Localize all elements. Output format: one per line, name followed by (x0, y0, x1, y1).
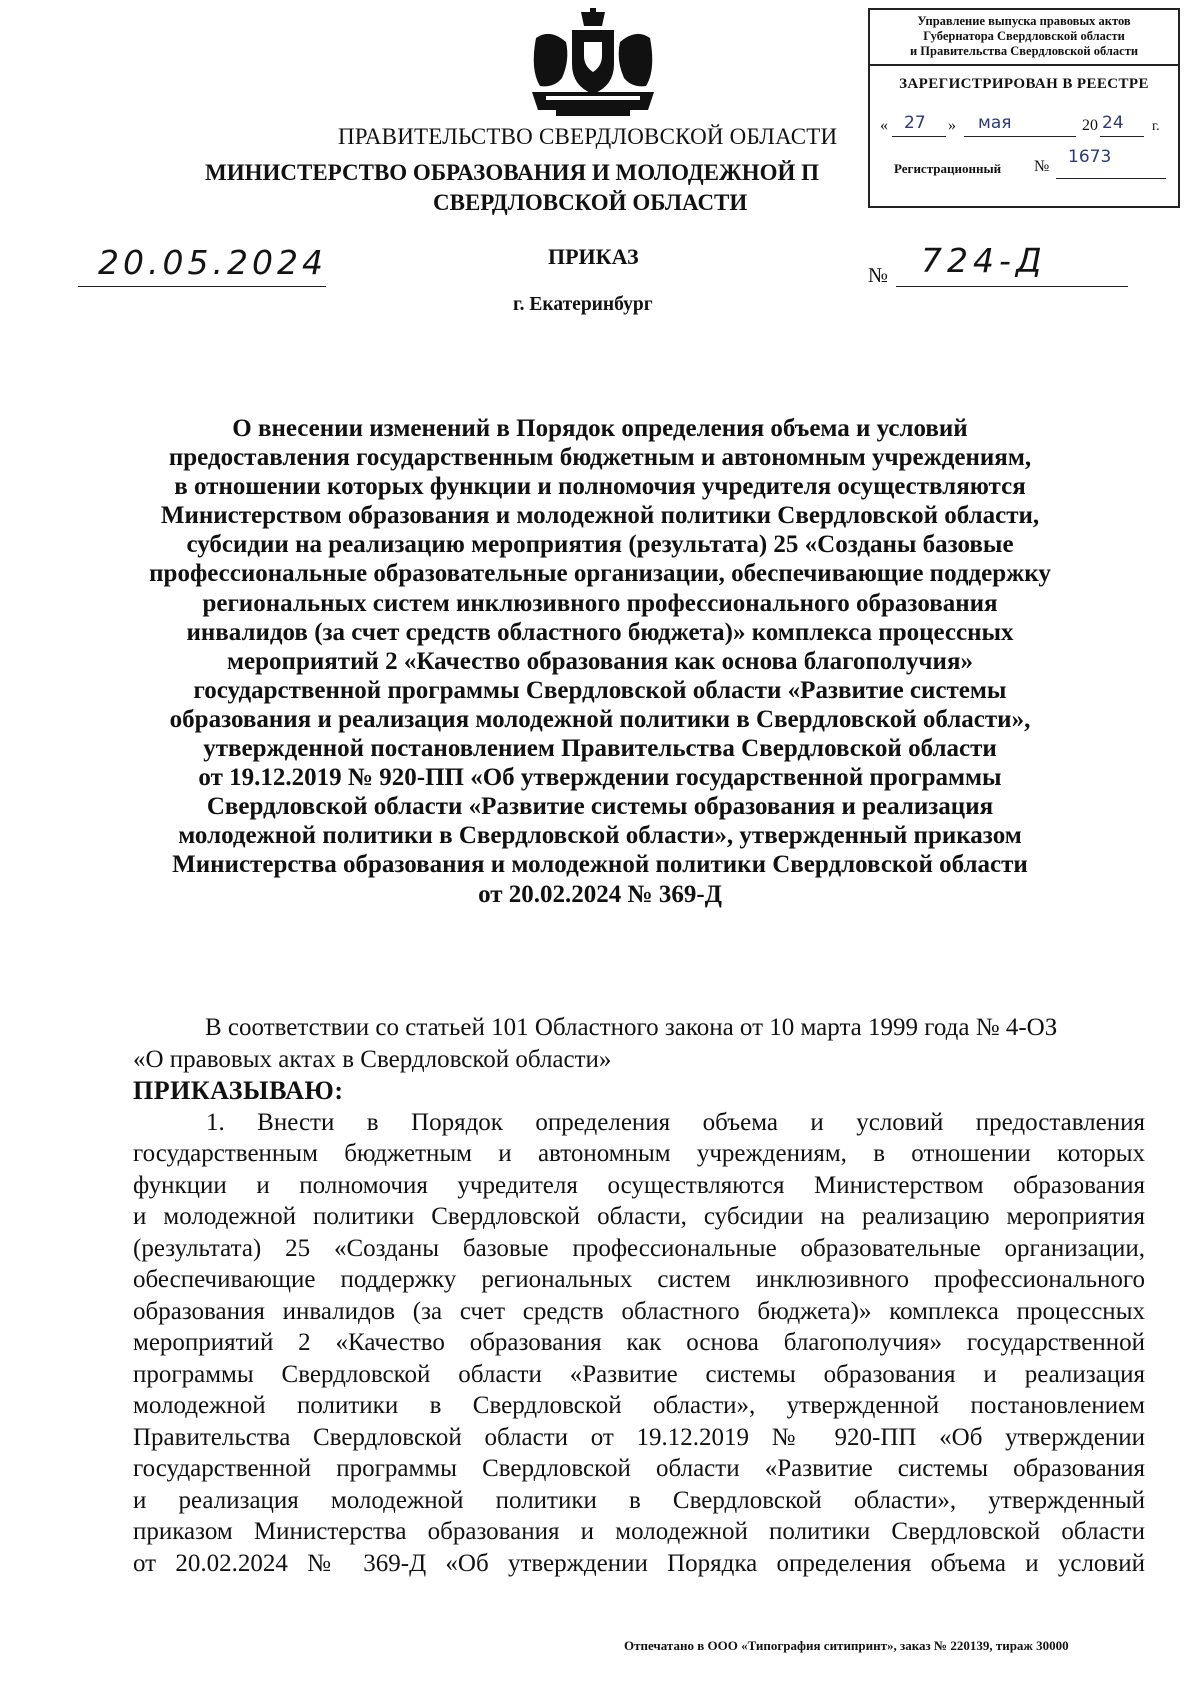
stamp-header (870, 10, 1178, 66)
title-line: субсидии на реализацию мероприятия (результата) 25 «Созданы базовые (186, 531, 1014, 559)
handwritten-date: 20.05.2024 (98, 243, 327, 282)
title-line: Свердловской области «Развитие системы образования и реализация (206, 793, 994, 821)
stamp-header-line: и Правительства Свердловской области (909, 44, 1139, 58)
ministry-name-line1: МИНИСТЕРСТВО ОБРАЗОВАНИЯ И МОЛОДЕЖНОЙ П (205, 160, 820, 185)
item-line: государственным бюджетным и автономным учреждениям, в отношении которых (133, 1140, 1145, 1167)
title-line: Министерства образования и молодежной политики Свердловской области (172, 851, 1028, 879)
coat-of-arms-icon (526, 8, 660, 118)
document-type: ПРИКАЗ (548, 244, 639, 269)
registration-stamp (868, 8, 1180, 208)
ministry-name-line2: СВЕРДЛОВСКОЙ ОБЛАСТИ (433, 190, 748, 215)
title-line: в отношении которых функции и полномочия учредителя осуществляются (174, 473, 1026, 501)
title-line: мероприятий 2 «Качество образования как основа благополучия» (227, 647, 973, 675)
basis-line: В соответствии со статьей 101 Областного закона от 10 марта 1999 года № 4-ОЗ (205, 1014, 1058, 1041)
item-line: молодежной политики в Свердловской области», утвержденной постановлением (133, 1392, 1145, 1419)
title-line: утвержденной постановлением Правительства Свердловской области (203, 735, 997, 763)
item-line: образования инвалидов (за счет средств областного бюджета)» комплекса процессных (133, 1297, 1145, 1325)
title-line: от 19.12.2019 № 920-ПП «Об утверждении государственной программы (198, 764, 1002, 792)
print-imprint: Отпечатано в ООО «Типография ситипринт», заказ № 220139, тираж 30000 (624, 1638, 1069, 1653)
stamp-reg-label: Регистрационный (894, 161, 1002, 176)
title-line: региональных систем инклюзивного профессионального образования (202, 589, 998, 617)
stamp-month-line (964, 136, 1076, 137)
title-line: инвалидов (за счет средств областного бюджета)» комплекса процессных (186, 618, 1014, 646)
document-city: г. Екатеринбург (513, 294, 653, 315)
item-line: и молодежной политики Свердловской области, субсидии на реализацию мероприятия (133, 1203, 1145, 1230)
title-line: государственной программы Свердловской области «Развитие системы (193, 676, 1007, 704)
stamp-registered-label: ЗАРЕГИСТРИРОВАН В РЕЕСТРЕ (899, 76, 1149, 92)
title-line: образования и реализация молодежной политики в Свердловской области», (169, 705, 1031, 733)
item-line: 1. Внести в Порядок определения объема и условий предоставления (206, 1108, 1145, 1136)
item-line: программы Свердловской области «Развитие системы образования и реализация (133, 1360, 1145, 1388)
item-line: от 20.02.2024 № 369-Д «Об утверждении Порядка определения объема и условий (133, 1549, 1145, 1577)
item-line: функции и полномочия учредителя осуществляются Министерством образования (133, 1171, 1145, 1199)
document-title (140, 414, 1060, 909)
handwritten-number: 724-Д (921, 241, 1047, 280)
title-line: профессиональные образовательные организации, обеспечивающие поддержку (149, 560, 1051, 588)
title-line: от 20.02.2024 № 369-Д (478, 880, 722, 908)
document-body (133, 1012, 1145, 1579)
number-sign: № (868, 263, 889, 287)
item-line: и реализация молодежной политики в Свердловской области», утвержденный (133, 1486, 1145, 1514)
title-line: О внесении изменений в Порядок определения объема и условий (232, 415, 968, 442)
title-line: предоставления государственным бюджетным и автономным учреждениям, (168, 444, 1032, 472)
title-line: Министерством образования и молодежной политики Свердловской области, (160, 502, 1040, 530)
item-line: государственной программы Свердловской области «Развитие системы образования (133, 1455, 1145, 1482)
stamp-year-prefix: 20 (1082, 117, 1098, 134)
stamp-day-line (892, 136, 946, 137)
number-underline (896, 286, 1128, 287)
date-underline (78, 286, 326, 287)
item-line: (результата) 25 «Созданы базовые профессиональные образовательные организации, (133, 1234, 1145, 1262)
command-heading: ПРИКАЗЫВАЮ: (133, 1076, 344, 1105)
item-line: мероприятий 2 «Качество образования как основа благополучия» государственной (133, 1329, 1145, 1356)
stamp-reg-no-sign: № (1034, 158, 1050, 175)
item-line: обеспечивающие поддержку региональных систем инклюзивного профессионального (133, 1266, 1145, 1293)
stamp-quote-close: » (948, 117, 956, 134)
stamp-quote-open: « (880, 117, 888, 134)
item-line: приказом Министерства образования и молодежной политики Свердловской области (133, 1518, 1145, 1545)
title-line: молодежной политики в Свердловской области», утвержденный приказом (178, 822, 1022, 850)
stamp-year-unit: г. (1152, 119, 1160, 134)
stamp-year-line (1100, 136, 1144, 137)
stamp-month: мая (978, 113, 1012, 133)
stamp-reg-number-line (1056, 178, 1166, 179)
stamp-year-suffix: 24 (1102, 113, 1124, 133)
stamp-day: 27 (904, 113, 926, 133)
basis-line: «О правовых актах в Свердловской области» (133, 1045, 612, 1073)
stamp-header-line: Губернатора Свердловской области (923, 29, 1125, 43)
stamp-header-line: Управление выпуска правовых актов (917, 14, 1131, 28)
stamp-reg-number: 1673 (1068, 147, 1112, 167)
government-name: ПРАВИТЕЛЬСТВО СВЕРДЛОВСКОЙ ОБЛАСТИ (338, 124, 838, 149)
item-line: Правительства Свердловской области от 19.12.2019 № 920-ПП «Об утверждении (133, 1423, 1145, 1451)
